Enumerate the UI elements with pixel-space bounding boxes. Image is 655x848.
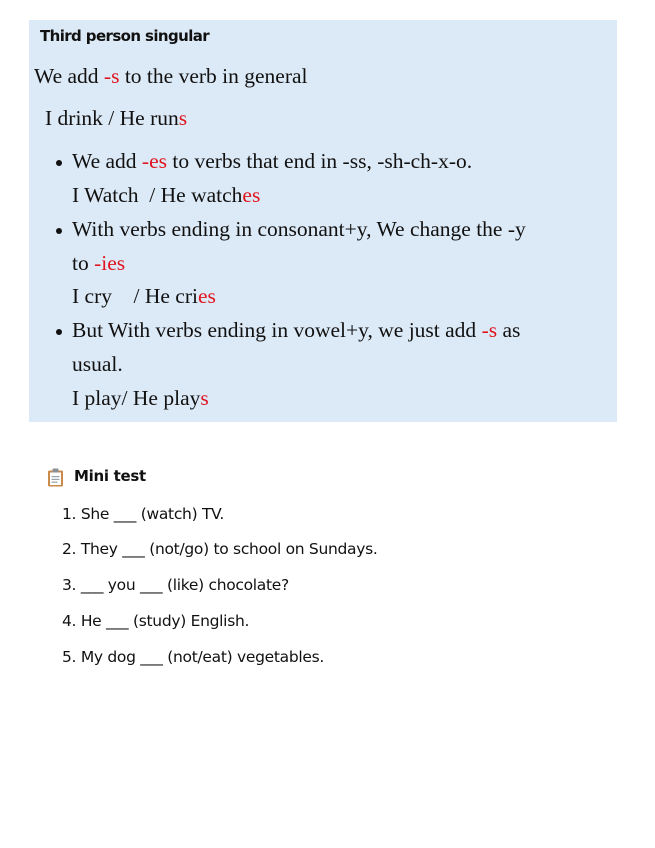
section-heading: Third person singular xyxy=(40,27,210,45)
bullet-vowel-rule-cont: usual. xyxy=(72,352,123,376)
example-run: I drink / He runs xyxy=(45,106,188,130)
quiz-item: 1. She ___ (watch) TV. xyxy=(62,505,225,523)
bullet-ies-rule-cont: to -ies xyxy=(72,251,126,275)
example-play: I play/ He plays xyxy=(72,386,209,410)
bullet-ies-rule: With verbs ending in consonant+y, We change the -y xyxy=(72,217,526,241)
quiz-item: 3. ___ you ___ (like) chocolate? xyxy=(62,576,289,594)
quiz-item: 4. He ___ (study) English. xyxy=(62,612,250,630)
quiz-item: 2. They ___ (not/go) to school on Sundays. xyxy=(62,540,378,558)
example-cry: I cry / He cries xyxy=(72,284,216,308)
example-watch: I Watch / He watches xyxy=(72,183,261,207)
bullet-dot xyxy=(56,329,62,335)
quiz-item: 5. My dog ___ (not/eat) vegetables. xyxy=(62,648,325,666)
bullet-es-rule: We add -es to verbs that end in -ss, -sh-ch-x-o. xyxy=(72,149,473,173)
bullet-vowel-rule: But With verbs ending in vowel+y, we just add -s as xyxy=(72,318,521,342)
bullet-dot xyxy=(56,160,62,166)
bullet-dot xyxy=(56,228,62,234)
clipboard-icon xyxy=(47,468,64,487)
general-rule: We add -s to the verb in general xyxy=(34,64,308,88)
quiz-title: Mini test xyxy=(74,467,146,485)
